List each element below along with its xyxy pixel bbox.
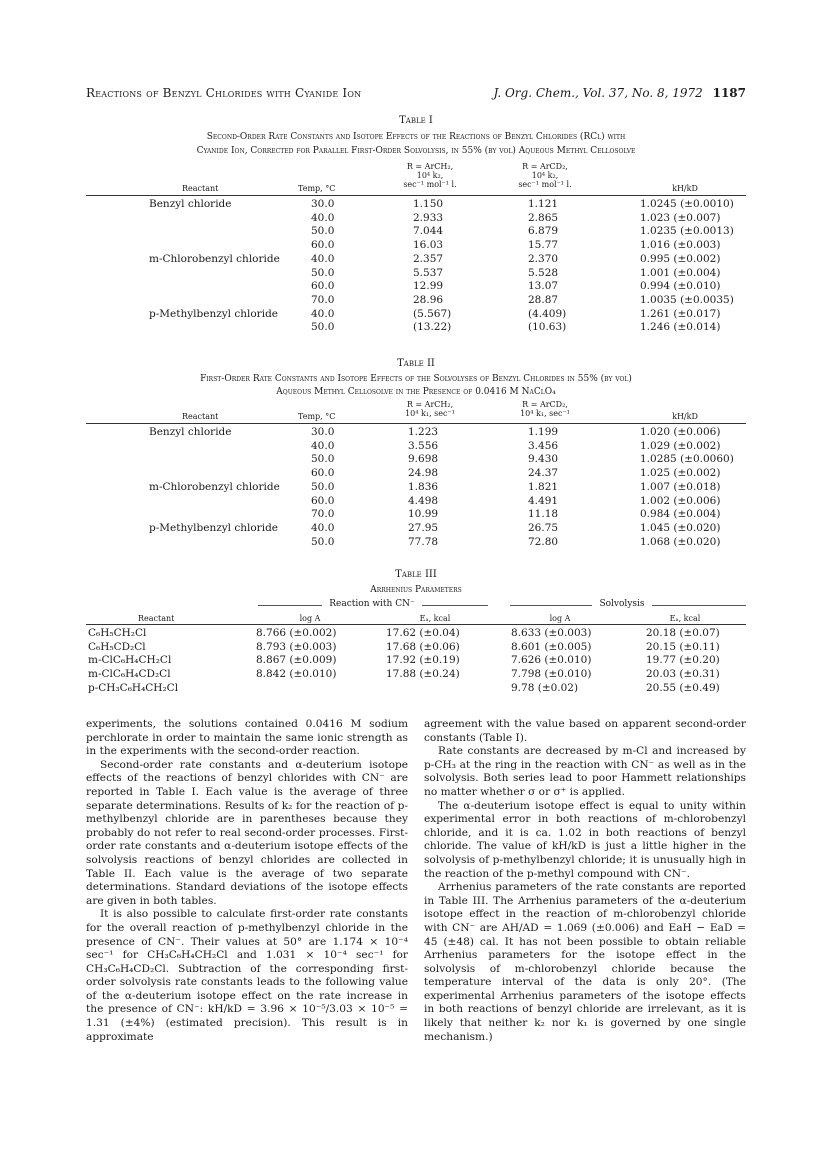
table2-cell-k1-h: 77.78 xyxy=(408,535,439,548)
table2-caption-line2: Aqueous Methyl Cellosolve in the Presence of 0.0416 M NaClO₄ xyxy=(276,387,556,397)
table1-cell-k2-h: 28.96 xyxy=(413,293,444,306)
table1-cell-k2-h: (13.22) xyxy=(413,321,452,334)
table1-cell-temp: 50.0 xyxy=(311,225,335,238)
table3-cell-ea-solv: 19.77 (±0.20) xyxy=(646,654,720,667)
table2-cell-k1-d: 24.37 xyxy=(528,467,559,480)
table1-cell-k2-d: 28.87 xyxy=(528,293,559,306)
left-paragraph: It is also possible to calculate first-order rate constants for the overall reaction of p-methylbenzyl chloride in the presence of CN⁻. Their values at 50° are 1.174 × 10⁻⁴ sec⁻¹ for CH₃C₆H₄CH₂Cl and 1.031 × 10⁻⁴ sec⁻¹ for CH₃C₆H₄CD₂Cl. Subtraction of the corresponding first-order solvolysis rate constants leads to the following value of the α-deuterium isotope effect on the rate increase in the presence of CN⁻: kH/kD = 3.96 × 10⁻⁵/3.03 × 10⁻⁵ = 1.31 (±4%) (estimated precision). This result is in approximate xyxy=(86,908,408,1043)
table2-temp-head: Temp, °C xyxy=(298,412,336,421)
table2-cell-k1-d: 1.199 xyxy=(528,426,559,438)
table1-cell-ratio: 1.246 (±0.014) xyxy=(640,321,721,334)
table2-row xyxy=(86,536,746,550)
table1-title: Table I xyxy=(399,115,433,126)
table2-row xyxy=(86,426,746,440)
table1-cell-ratio: 1.261 (±0.017) xyxy=(640,307,721,320)
table1-cell-k2-d: 2.865 xyxy=(528,211,559,224)
table2-h-bot: 10⁴ k₁, sec⁻¹ xyxy=(405,409,455,418)
table3-row xyxy=(86,654,746,668)
table1-cell-ratio: 0.994 (±0.010) xyxy=(640,280,721,293)
body-column-left xyxy=(86,718,408,1044)
table1-cell-temp: 30.0 xyxy=(311,198,335,210)
table1-cell-temp: 60.0 xyxy=(311,280,335,293)
table3-cell-reactant: m-ClC₆H₄CH₂Cl xyxy=(88,654,172,667)
table2-cell-ratio: 1.068 (±0.020) xyxy=(640,535,721,548)
table1-cell-k2-h: 1.150 xyxy=(413,198,444,210)
table1-cell-temp: 40.0 xyxy=(311,252,335,265)
table1-cell-k2-d: 1.121 xyxy=(528,198,559,210)
table3-reactant-head: Reactant xyxy=(138,614,175,623)
table1-h-bot: sec⁻¹ mol⁻¹ l. xyxy=(403,180,457,189)
table3-caption: Arrhenius Parameters xyxy=(370,585,462,595)
table2-cell-temp: 60.0 xyxy=(311,494,335,507)
table2-cell-k1-h: 3.556 xyxy=(408,439,439,452)
table3-cell-ea-cn: 17.68 (±0.06) xyxy=(386,640,460,653)
table1-cell-ratio: 0.995 (±0.002) xyxy=(640,252,721,265)
table2-cell-temp: 40.0 xyxy=(311,439,335,452)
table3-ea-solv-head: Eₐ, kcal xyxy=(669,614,701,623)
table3-cell-loga-solv: 7.626 (±0.010) xyxy=(511,654,592,667)
table1-cell-k2-h: 7.044 xyxy=(413,225,444,238)
table3-cell-loga-solv: 8.601 (±0.005) xyxy=(511,640,592,653)
table2-cell-temp: 50.0 xyxy=(311,480,335,493)
table2-cell-reactant: p-Methylbenzyl chloride xyxy=(149,521,278,534)
table3-cell-loga-cn: 8.867 (±0.009) xyxy=(256,654,337,667)
journal-citation: J. Org. Chem., Vol. 37, No. 8, 1972 xyxy=(493,86,703,100)
table3-solv-rule-right xyxy=(652,605,746,606)
table1-cell-ratio: 1.0035 (±0.0035) xyxy=(640,293,734,306)
table2-cell-k1-h: 4.498 xyxy=(408,494,439,507)
table3-cell-loga-cn: 8.766 (±0.002) xyxy=(256,627,337,639)
table1-cell-temp: 40.0 xyxy=(311,307,335,320)
table3-solv-rule-left xyxy=(510,605,592,606)
table1-row xyxy=(86,239,746,253)
table1-cell-k2-h: 16.03 xyxy=(413,239,444,252)
table2-cell-reactant: m-Chlorobenzyl chloride xyxy=(149,480,280,493)
table2-cell-k1-h: 24.98 xyxy=(408,467,439,480)
table2-cell-temp: 40.0 xyxy=(311,521,335,534)
table1-row xyxy=(86,267,746,281)
table3-loga-solv-head: log A xyxy=(549,614,571,623)
table2-cell-k1-d: 4.491 xyxy=(528,494,559,507)
table1-cell-ratio: 1.016 (±0.003) xyxy=(640,239,721,252)
table2-cell-k1-h: 1.836 xyxy=(408,480,439,493)
table1-cell-k2-h: 5.537 xyxy=(413,266,444,279)
table2-cell-ratio: 1.0285 (±0.0060) xyxy=(640,453,734,466)
table3-cell-ea-cn: 17.88 (±0.24) xyxy=(386,668,460,681)
running-header xyxy=(86,86,746,106)
table1-cell-temp: 70.0 xyxy=(311,293,335,306)
table2-cell-temp: 70.0 xyxy=(311,508,335,521)
table2-cell-ratio: 1.029 (±0.002) xyxy=(640,439,721,452)
table2-cell-ratio: 1.002 (±0.006) xyxy=(640,494,721,507)
table2-row xyxy=(86,467,746,481)
table1-cell-k2-h: 2.357 xyxy=(413,252,444,265)
table2-cell-k1-h: 27.95 xyxy=(408,521,439,534)
table1-cell-ratio: 1.0245 (±0.0010) xyxy=(640,198,734,210)
table2-cell-ratio: 1.020 (±0.006) xyxy=(640,426,721,438)
table3-cell-reactant: C₆H₅CD₂Cl xyxy=(88,640,146,653)
table2-d-bot: 10⁴ k₁, sec⁻¹ xyxy=(520,409,570,418)
table3-row xyxy=(86,668,746,682)
table1-row xyxy=(86,280,746,294)
table1-caption-line1: Second-Order Rate Constants and Isotope Effects of the Reactions of Benzyl Chlorides (RCl) with xyxy=(206,132,626,142)
table3-cn-rule-right xyxy=(422,605,488,606)
table2-cell-temp: 50.0 xyxy=(311,453,335,466)
table3-rule xyxy=(86,624,746,625)
table2-row xyxy=(86,522,746,536)
table2-cell-temp: 50.0 xyxy=(311,535,335,548)
table1-cell-temp: 60.0 xyxy=(311,239,335,252)
table2-row xyxy=(86,453,746,467)
table3-row xyxy=(86,641,746,655)
page-number: 1187 xyxy=(712,86,746,100)
table3-cell-loga-cn: 8.793 (±0.003) xyxy=(256,640,337,653)
table2-row xyxy=(86,508,746,522)
table1-caption-line2: Cyanide Ion, Corrected for Parallel First-Order Solvolysis, in 55% (by vol) Aqueous Methyl Cellosolve xyxy=(196,146,636,156)
table1-rule xyxy=(86,195,746,196)
table3-cn-rule-left xyxy=(258,605,322,606)
table2-cell-ratio: 1.025 (±0.002) xyxy=(640,467,721,480)
table1-cell-k2-d: (10.63) xyxy=(528,321,567,334)
running-title: Reactions of Benzyl Chlorides with Cyanide Ion xyxy=(86,86,362,100)
table3-cell-ea-solv: 20.55 (±0.49) xyxy=(646,681,720,694)
table1-cell-k2-d: 6.879 xyxy=(528,225,559,238)
table3-ea-cn-head: Eₐ, kcal xyxy=(419,614,451,623)
table2-cell-ratio: 1.007 (±0.018) xyxy=(640,480,721,493)
table3-row xyxy=(86,682,746,696)
right-paragraph: agreement with the value based on apparent second-order constants (Table I). xyxy=(424,718,746,744)
table3-group-solvolysis: Solvolysis xyxy=(599,599,645,609)
right-paragraph: Arrhenius parameters of the rate constants are reported in Table III. The Arrhenius parameters of the α-deuterium isotope effect in the reaction of m-chlorobenzyl chloride with CN⁻ are AH/AD = 1.069 (±0.006) and EaH − EaD = 45 (±48) cal. It has not been possible to obtain reliable Arrhenius parameters for the isotope effect in the solvolysis of m-chlorobenzyl chloride because the temperature interval of the data is only 20°. (The experimental Arrhenius parameters of the isotope effects in both reactions of benzyl chloride are irrelevant, as it is likely that neither k₂ nor k₁ is governed by one single mechanism.) xyxy=(424,881,746,1043)
table2-cell-k1-d: 1.821 xyxy=(528,480,559,493)
table1-row xyxy=(86,308,746,322)
table3-cell-ea-solv: 20.18 (±0.07) xyxy=(646,627,720,639)
table2-title: Table II xyxy=(397,358,435,369)
table1-d-mid: 10⁴ k₂, xyxy=(531,171,559,180)
table2-reactant-head: Reactant xyxy=(182,412,219,421)
table1-cell-reactant: Benzyl chloride xyxy=(149,198,232,210)
table2-cell-k1-d: 72.80 xyxy=(528,535,559,548)
table1-cell-k2-d: 5.528 xyxy=(528,266,559,279)
table2-d-top: R = ArCD₂, xyxy=(522,400,568,409)
table1-cell-k2-h: (5.567) xyxy=(413,307,452,320)
table3-cell-reactant: p-CH₃C₆H₄CH₂Cl xyxy=(88,681,179,694)
table3-cell-reactant: m-ClC₆H₄CD₂Cl xyxy=(88,668,171,681)
table2-cell-k1-d: 9.430 xyxy=(528,453,559,466)
table2-cell-temp: 60.0 xyxy=(311,467,335,480)
right-paragraph: The α-deuterium isotope effect is equal to unity within experimental error in both reactions of m-chlorobenzyl chloride, and it is ca. 1.02 in both reactions of benzyl chloride. The value of kH/kD is just a little higher in the solvolysis of p-methylbenzyl chloride; it is unusually high in the reaction of the p-methyl compound with CN⁻. xyxy=(424,799,746,880)
table2-row xyxy=(86,495,746,509)
table3-loga-cn-head: log A xyxy=(299,614,321,623)
table3-title: Table III xyxy=(395,569,437,580)
table2-row xyxy=(86,481,746,495)
table2-cell-k1-h: 9.698 xyxy=(408,453,439,466)
table2-rule xyxy=(86,423,746,424)
table3-cell-ea-cn: 17.92 (±0.19) xyxy=(386,654,460,667)
table1-cell-k2-d: (4.409) xyxy=(528,307,567,320)
table2-cell-k1-d: 11.18 xyxy=(528,508,559,521)
table1-row xyxy=(86,294,746,308)
table3-row xyxy=(86,627,746,641)
table3-group-cn: Reaction with CN⁻ xyxy=(329,599,415,609)
left-paragraph: experiments, the solutions contained 0.0416 M sodium perchlorate in order to maintain the same ionic strength as in the experiments with the second-order reaction. xyxy=(86,718,408,758)
table1-cell-temp: 50.0 xyxy=(311,321,335,334)
journal-info xyxy=(493,86,746,100)
table2-cell-k1-h: 10.99 xyxy=(408,508,439,521)
table2-h-top: R = ArCH₂, xyxy=(406,400,454,409)
table1-cell-ratio: 1.023 (±0.007) xyxy=(640,211,721,224)
table1-cell-temp: 50.0 xyxy=(311,266,335,279)
table1-cell-ratio: 1.0235 (±0.0013) xyxy=(640,225,734,238)
table1-row xyxy=(86,225,746,239)
table2-cell-k1-d: 26.75 xyxy=(528,521,559,534)
table1-row xyxy=(86,212,746,226)
table3-cell-loga-solv: 7.798 (±0.010) xyxy=(511,668,592,681)
right-paragraph: Rate constants are decreased by m-Cl and increased by p-CH₃ at the ring in the reaction with CN⁻ as well as in the solvolysis. Both series lead to poor Hammett relationships no matter whether σ or σ⁺ is applied. xyxy=(424,745,746,798)
table1-cell-reactant: m-Chlorobenzyl chloride xyxy=(149,252,280,265)
table1-cell-reactant: p-Methylbenzyl chloride xyxy=(149,307,278,320)
table1-h-top: R = ArCH₂, xyxy=(406,162,454,171)
table1-cell-temp: 40.0 xyxy=(311,211,335,224)
table2-ratio-head: kH/kD xyxy=(672,412,698,421)
table1-cell-k2-h: 2.933 xyxy=(413,211,444,224)
table1-cell-k2-d: 2.370 xyxy=(528,252,559,265)
table1-d-bot: sec⁻¹ mol⁻¹ l. xyxy=(518,180,572,189)
table3-cell-loga-cn: 8.842 (±0.010) xyxy=(256,668,337,681)
table2-cell-ratio: 0.984 (±0.004) xyxy=(640,508,721,521)
table3-cell-ea-solv: 20.03 (±0.31) xyxy=(646,668,720,681)
table1-row xyxy=(86,253,746,267)
table1-h-mid: 10⁴ k₂, xyxy=(416,171,444,180)
table2-cell-k1-h: 1.223 xyxy=(408,426,439,438)
table3-cell-ea-solv: 20.15 (±0.11) xyxy=(646,640,720,653)
table2-caption-line1: First-Order Rate Constants and Isotope Effects of the Solvolyses of Benzyl Chlorides in 55% (by vol) xyxy=(200,374,632,384)
table2-cell-reactant: Benzyl chloride xyxy=(149,426,232,438)
table3-cell-loga-solv: 9.78 (±0.02) xyxy=(511,681,579,694)
table1-temp-head: Temp, °C xyxy=(298,184,336,193)
table1-ratio-head: kH/kD xyxy=(672,184,698,193)
table2-cell-temp: 30.0 xyxy=(311,426,335,438)
table1-cell-k2-h: 12.99 xyxy=(413,280,444,293)
table2-cell-ratio: 1.045 (±0.020) xyxy=(640,521,721,534)
table1-cell-ratio: 1.001 (±0.004) xyxy=(640,266,721,279)
table3-cell-ea-cn: 17.62 (±0.04) xyxy=(386,627,460,639)
table1-reactant-head: Reactant xyxy=(182,184,219,193)
body-column-right xyxy=(424,718,746,1044)
table2-row xyxy=(86,440,746,454)
table1-row xyxy=(86,198,746,212)
table3-cell-loga-solv: 8.633 (±0.003) xyxy=(511,627,592,639)
table1-d-top: R = ArCD₂, xyxy=(522,162,568,171)
table1-cell-k2-d: 13.07 xyxy=(528,280,559,293)
table1-row xyxy=(86,321,746,335)
table1-cell-k2-d: 15.77 xyxy=(528,239,559,252)
left-paragraph: Second-order rate constants and α-deuterium isotope effects of the reactions of benzyl chlorides with CN⁻ are reported in Table I. Each value is the average of three separate determinations. Results of k₂ for the reaction of p-methylbenzyl chloride are in parentheses because they probably do not refer to real second-order processes. First-order rate constants and α-deuterium isotope effects of the solvolysis reactions of benzyl chlorides are collected in Table II. Each value is the average of two separate determinations. Standard deviations of the isotope effects are given in both tables. xyxy=(86,758,408,907)
table3-cell-reactant: C₆H₅CH₂Cl xyxy=(88,627,147,639)
table2-cell-k1-d: 3.456 xyxy=(528,439,559,452)
